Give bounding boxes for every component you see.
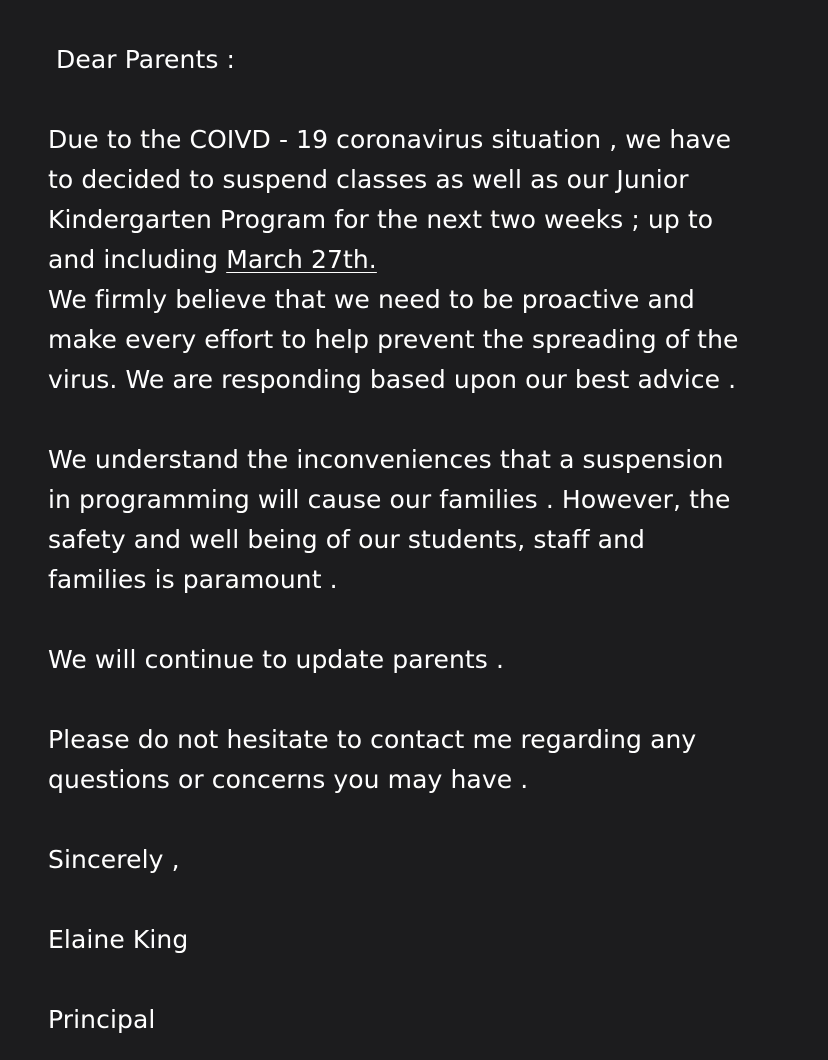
- paragraph2-line2: in programming will cause our families . However, the: [48, 485, 731, 514]
- paragraph1-line7: virus. We are responding based upon our best advice .: [48, 365, 737, 394]
- blank-line: [48, 880, 808, 920]
- signature-title: Principal: [48, 1005, 156, 1034]
- paragraph4-line1: Please do not hesitate to contact me regarding any: [48, 725, 697, 754]
- paragraph1-line4-prefix: and including: [48, 245, 227, 274]
- blank-line: [48, 960, 808, 1000]
- blank-line: [48, 680, 808, 720]
- paragraph3: We will continue to update parents .: [48, 645, 505, 674]
- date-link[interactable]: March 27th.: [226, 245, 377, 274]
- paragraph2-line3: safety and well being of our students, staff and: [48, 525, 645, 554]
- paragraph1-line3: Kindergarten Program for the next two weeks ; up to: [48, 205, 714, 234]
- blank-line: [48, 400, 808, 440]
- paragraph1-line1: Due to the COIVD - 19 coronavirus situation , we have: [48, 125, 732, 154]
- signature-name: Elaine King: [48, 925, 189, 954]
- paragraph1-line5: We firmly believe that we need to be proactive and: [48, 285, 695, 314]
- closing: Sincerely ,: [48, 845, 180, 874]
- paragraph4-line2: questions or concerns you may have .: [48, 765, 529, 794]
- blank-line: [48, 600, 808, 640]
- paragraph1-line4: [48, 240, 808, 280]
- greeting: Dear Parents :: [48, 45, 236, 74]
- paragraph1-line6: make every effort to help prevent the spreading of the: [48, 325, 739, 354]
- blank-line: [48, 800, 808, 840]
- paragraph2-line4: families is paramount .: [48, 565, 338, 594]
- blank-line: [48, 80, 808, 120]
- paragraph1-line2: to decided to suspend classes as well as our Junior: [48, 165, 689, 194]
- paragraph2-line1: We understand the inconveniences that a suspension: [48, 445, 724, 474]
